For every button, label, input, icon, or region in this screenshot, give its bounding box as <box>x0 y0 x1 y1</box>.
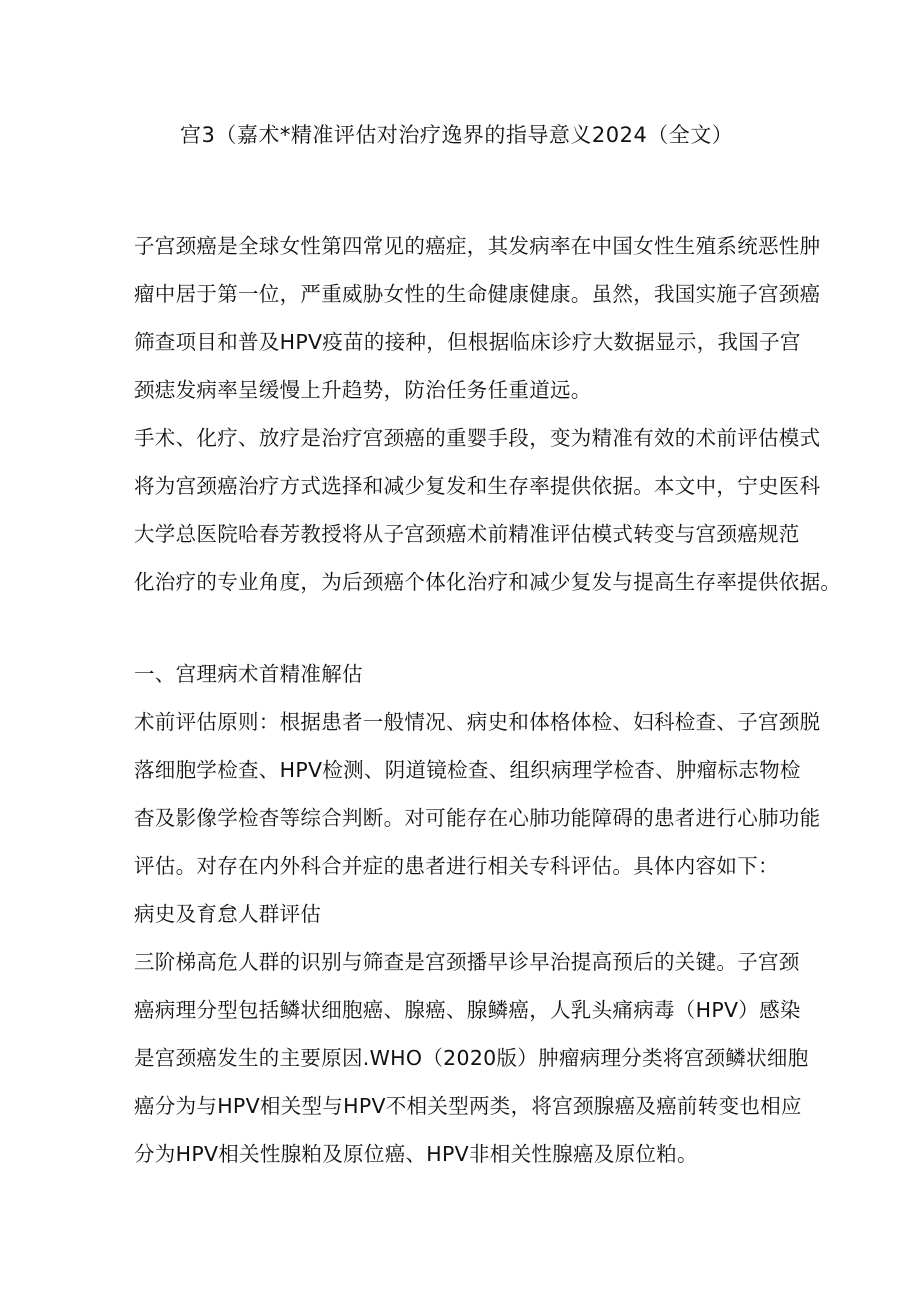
paragraph-line: 杳及影像学检杳等综合判断。对可能存在心肺功能障碍的患者进行心肺功能 <box>134 806 821 830</box>
paragraph-line: 分为HPV相关性腺粕及原位癌、HPV非相关性腺癌及原位粕。 <box>134 1142 698 1166</box>
paragraph-line: 术前评估原则：根据患者一般情况、病史和体格体检、妇科检查、子宫颈脱 <box>134 710 821 734</box>
paragraph-line: 评估。对存在内外科合并症的患者进行相关专科评估。具体内容如下： <box>134 854 779 878</box>
paragraph-line: 将为宫颈癌治疗方式选择和减少复发和生存率提供依据。本文中，宁史医科 <box>134 474 821 498</box>
section-heading: 一、宫理病术首精准解估 <box>134 662 363 686</box>
paragraph-line: 癌分为与HPV相关型与HPV不相关型两类，将宫颈腺癌及癌前转变也相应 <box>134 1094 802 1118</box>
paragraph-line: 化治疗的专业角度，为后颈癌个体化治疗和减少复发与提高生存率提供依据。 <box>134 570 842 594</box>
treatment-paragraph <box>134 414 842 606</box>
section-one <box>134 650 834 1178</box>
paragraph-line: 大学总医院哈春芳教授将从子宫颈癌术前精准评估模式转变与宫颈癌规范 <box>134 522 800 546</box>
paragraph-line: 瘤中居于第一位，严重威胁女性的生命健康健康。虽然，我国实施子宫颈癌 <box>134 282 821 306</box>
paragraph-line: 癌病理分型包括鳞状细胞癌、腺癌、腺鳞癌，人乳头痛病毒（HPV）感染 <box>134 998 801 1022</box>
document-title: 宫3（嘉术*精准评估对治疗逸界的指导意义2024（全文） <box>180 123 734 147</box>
paragraph-line: 是宫颈癌发生的主要原因.WHO（2020版）肿瘤病理分类将宫颈鳞状细胞 <box>134 1046 809 1070</box>
paragraph-line: 颈痣发病率呈缓慢上升趋势，防治任务任重道远。 <box>134 378 592 402</box>
paragraph-line: 落细胞学检查、HPV检测、阴道镜检查、组织病理学检杳、肿瘤标志物检 <box>134 758 801 782</box>
subsection-heading: 病史及育怠人群评估 <box>134 902 322 926</box>
paragraph-line: 三阶梯高危人群的识别与筛查是宫颈播早诊早治提高预后的关键。子宫颈 <box>134 950 800 974</box>
paragraph-line: 手术、化疗、放疗是治疗宫颈癌的重婴手段，变为精准有效的术前评估模式 <box>134 426 821 450</box>
intro-paragraph <box>134 222 834 414</box>
paragraph-line: 筛查项目和普及HPV疫苗的接种，但根据临床诊疗大数据显示，我国子宫 <box>134 330 801 354</box>
paragraph-line: 子宫颈癌是全球女性第四常见的癌症，其发病率在中国女性生殖系统恶性肿 <box>134 234 821 258</box>
